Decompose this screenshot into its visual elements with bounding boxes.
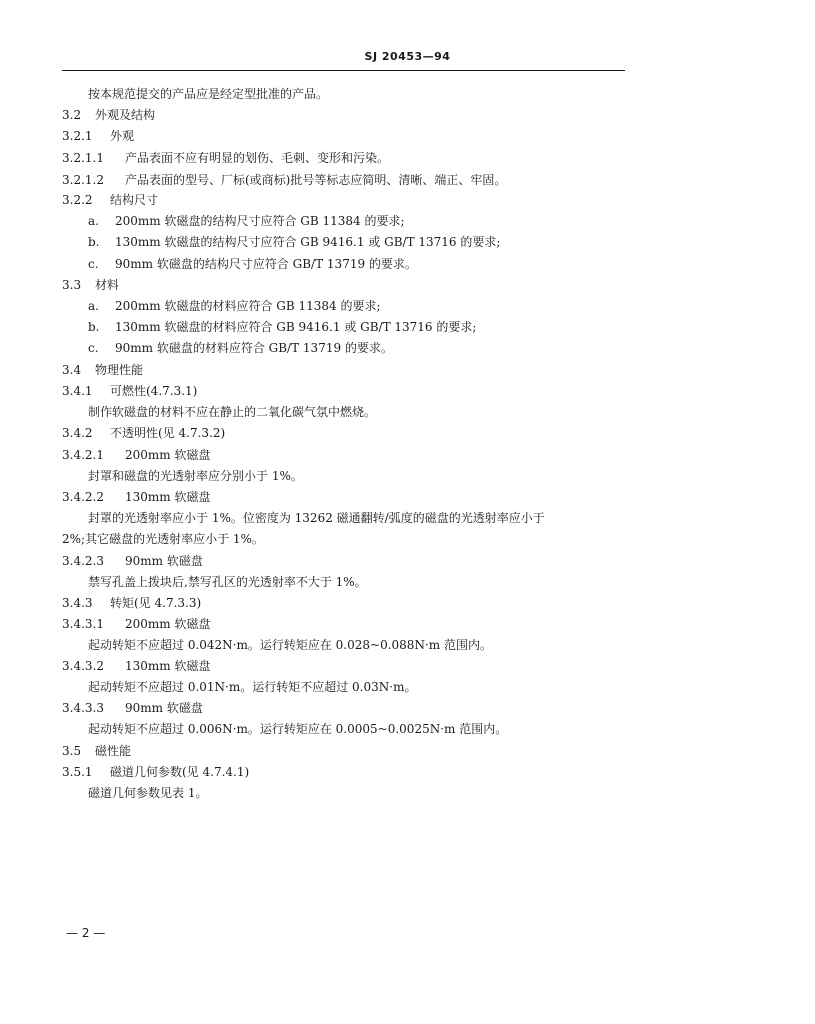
clause-text: 130mm 软磁盘的材料应符合 GB 9416.1 或 GB/T 13716 的要求; xyxy=(115,320,477,334)
clause-text: 可燃性(4.7.3.1) xyxy=(110,384,198,398)
clause-text: 材料 xyxy=(95,278,120,292)
clause-number: 3.4.2.3 xyxy=(62,554,104,568)
clause-text: 起动转矩不应超过 0.01N·m。运行转矩不应超过 0.03N·m。 xyxy=(88,680,417,694)
clause-number: 3.4.2 xyxy=(62,426,93,440)
clause-text: 起动转矩不应超过 0.042N·m。运行转矩应在 0.028~0.088N·m 范围内。 xyxy=(88,638,492,652)
clause-text: 封罩的光透射率应小于 1%。位密度为 13262 磁通翻转/弧度的磁盘的光透射率应小于 xyxy=(88,511,545,525)
clause-text: 产品表面不应有明显的划伤、毛刺、变形和污染。 xyxy=(125,151,390,165)
clause-text: 不透明性(见 4.7.3.2) xyxy=(110,426,226,440)
clause-number: 3.4.1 xyxy=(62,384,93,398)
list-item-marker: b. xyxy=(88,320,100,334)
clause-number: 3.4.3 xyxy=(62,596,93,610)
clause-text: 按本规范提交的产品应是经定型批准的产品。 xyxy=(88,87,329,101)
clause-text: 磁性能 xyxy=(95,744,132,758)
clause-text: 磁道几何参数(见 4.7.4.1) xyxy=(110,765,250,779)
clause-number: 3.2 xyxy=(62,108,82,122)
clause-number: 3.2.1.2 xyxy=(62,173,104,187)
clause-text: 产品表面的型号、厂标(或商标)批号等标志应简明、清晰、端正、牢固。 xyxy=(125,173,507,187)
clause-text: 转矩(见 4.7.3.3) xyxy=(110,596,202,610)
clause-text: 200mm 软磁盘的材料应符合 GB 11384 的要求; xyxy=(115,299,381,313)
clause-number: 3.2.2 xyxy=(62,193,93,207)
clause-number: 3.4.3.2 xyxy=(62,659,104,673)
document-number-header: SJ 20453—94 xyxy=(364,50,451,63)
clause-text: 磁道几何参数见表 1。 xyxy=(88,786,208,800)
clause-number: 3.4.2.1 xyxy=(62,448,104,462)
clause-text: 封罩和磁盘的光透射率应分别小于 1%。 xyxy=(88,469,303,483)
clause-text: 外观及结构 xyxy=(95,108,156,122)
list-item-marker: a. xyxy=(88,214,99,228)
clause-number: 3.5.1 xyxy=(62,765,93,779)
header-rule xyxy=(62,70,625,71)
clause-text: 90mm 软磁盘 xyxy=(125,701,203,715)
clause-number: 3.4.2.2 xyxy=(62,490,104,504)
clause-text: 2%;其它磁盘的光透射率应小于 1%。 xyxy=(62,532,264,546)
clause-text: 200mm 软磁盘的结构尺寸应符合 GB 11384 的要求; xyxy=(115,214,405,228)
clause-text: 制作软磁盘的材料不应在静止的二氧化碳气氛中燃烧。 xyxy=(88,405,377,419)
list-item-marker: a. xyxy=(88,299,99,313)
clause-text: 禁写孔盖上拨块后,禁写孔区的光透射率不大于 1%。 xyxy=(88,575,367,589)
clause-number: 3.2.1 xyxy=(62,129,93,143)
clause-text: 130mm 软磁盘 xyxy=(125,490,211,504)
clause-text: 90mm 软磁盘 xyxy=(125,554,203,568)
list-item-marker: b. xyxy=(88,235,100,249)
clause-text: 130mm 软磁盘 xyxy=(125,659,211,673)
clause-text: 结构尺寸 xyxy=(110,193,159,207)
clause-number: 3.4.3.3 xyxy=(62,701,104,715)
list-item-marker: c. xyxy=(88,257,99,271)
clause-number: 3.5 xyxy=(62,744,82,758)
clause-number: 3.3 xyxy=(62,278,82,292)
clause-text: 起动转矩不应超过 0.006N·m。运行转矩应在 0.0005~0.0025N·m 范围内。 xyxy=(88,722,508,736)
list-item-marker: c. xyxy=(88,341,99,355)
clause-text: 90mm 软磁盘的材料应符合 GB/T 13719 的要求。 xyxy=(115,341,393,355)
page-number: — 2 — xyxy=(66,926,106,940)
clause-text: 物理性能 xyxy=(95,363,144,377)
clause-text: 外观 xyxy=(110,129,135,143)
clause-text: 130mm 软磁盘的结构尺寸应符合 GB 9416.1 或 GB/T 13716 的要求; xyxy=(115,235,501,249)
clause-text: 90mm 软磁盘的结构尺寸应符合 GB/T 13719 的要求。 xyxy=(115,257,417,271)
clause-text: 200mm 软磁盘 xyxy=(125,448,211,462)
clause-text: 200mm 软磁盘 xyxy=(125,617,211,631)
clause-number: 3.4.3.1 xyxy=(62,617,104,631)
clause-number: 3.4 xyxy=(62,363,82,377)
clause-number: 3.2.1.1 xyxy=(62,151,104,165)
